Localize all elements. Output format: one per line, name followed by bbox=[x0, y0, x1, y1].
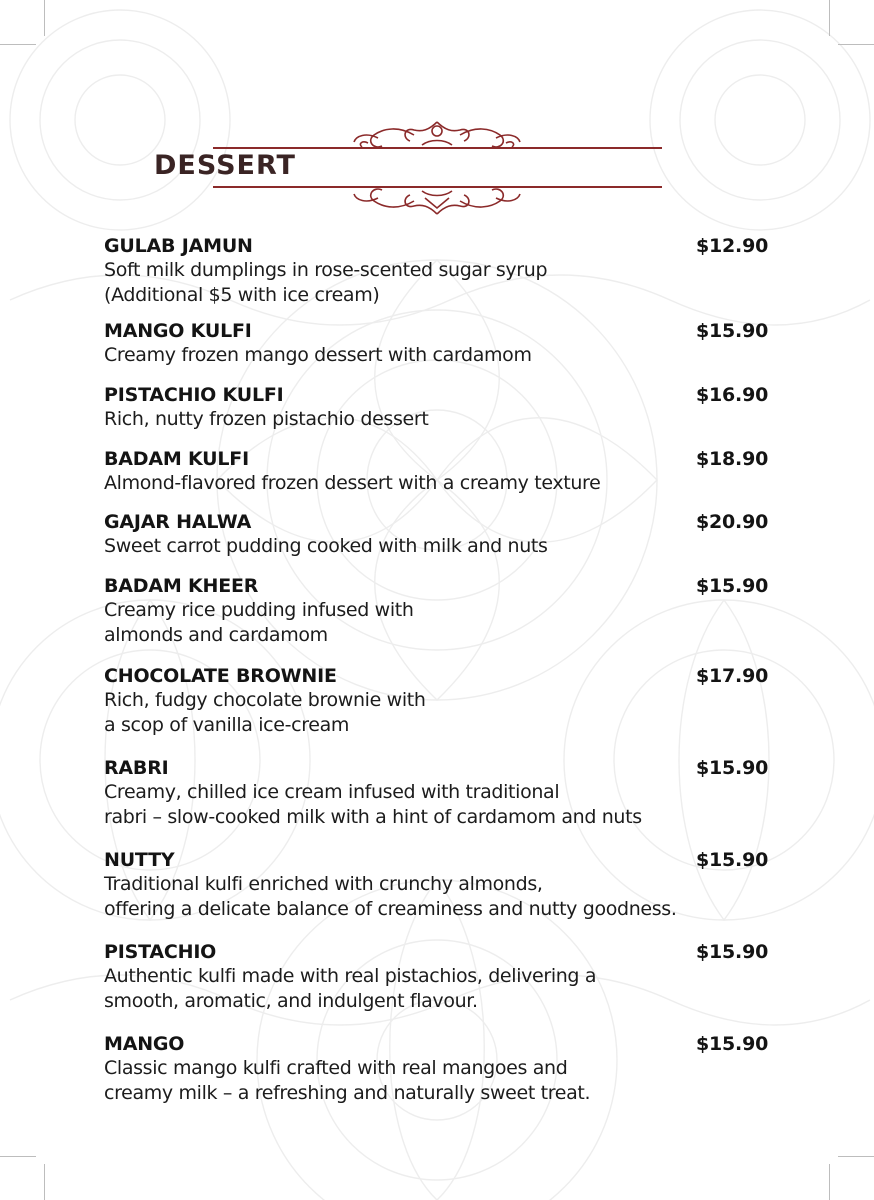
item-name: PISTACHIO KULFI bbox=[104, 384, 284, 406]
item-name: CHOCOLATE BROWNIE bbox=[104, 665, 337, 687]
item-price: $15.90 bbox=[696, 757, 769, 779]
item-price: $15.90 bbox=[696, 1033, 769, 1055]
item-price: $20.90 bbox=[696, 511, 769, 533]
crop-mark bbox=[829, 1164, 830, 1200]
item-price: $15.90 bbox=[696, 941, 769, 963]
item-price: $18.90 bbox=[696, 448, 769, 470]
menu-item bbox=[104, 383, 784, 432]
item-price: $15.90 bbox=[696, 575, 769, 597]
item-description: Classic mango kulfi crafted with real mangoes and bbox=[104, 1057, 568, 1079]
menu-item bbox=[104, 447, 784, 496]
menu-item bbox=[104, 510, 784, 559]
menu-item bbox=[104, 756, 784, 830]
item-name: BADAM KHEER bbox=[104, 575, 259, 597]
menu-item bbox=[104, 664, 784, 738]
item-price: $15.90 bbox=[696, 849, 769, 871]
item-name: MANGO KULFI bbox=[104, 320, 252, 342]
section-header bbox=[0, 0, 874, 240]
item-name: BADAM KULFI bbox=[104, 448, 249, 470]
ornament-flourish-icon bbox=[0, 0, 874, 240]
item-name: MANGO bbox=[104, 1033, 185, 1055]
menu-item bbox=[104, 1032, 784, 1106]
item-description: Creamy rice pudding infused with bbox=[104, 599, 414, 621]
menu-item bbox=[104, 574, 784, 648]
item-price: $12.90 bbox=[696, 235, 769, 257]
item-description: Sweet carrot pudding cooked with milk and nuts bbox=[104, 535, 548, 557]
item-name: PISTACHIO bbox=[104, 941, 217, 963]
crop-mark bbox=[44, 1164, 45, 1200]
item-description: Traditional kulfi enriched with crunchy almonds, bbox=[104, 873, 543, 895]
menu-item bbox=[104, 234, 784, 308]
item-name: GULAB JAMUN bbox=[104, 235, 253, 257]
item-description: Creamy, chilled ice cream infused with traditional bbox=[104, 781, 560, 803]
item-description: Almond-flavored frozen dessert with a creamy texture bbox=[104, 472, 601, 494]
item-price: $16.90 bbox=[696, 384, 769, 406]
item-description: offering a delicate balance of creaminess and nutty goodness. bbox=[104, 898, 677, 920]
item-name: NUTTY bbox=[104, 849, 175, 871]
crop-mark bbox=[838, 1156, 874, 1157]
item-description: rabri – slow-cooked milk with a hint of cardamom and nuts bbox=[104, 806, 642, 828]
menu-item bbox=[104, 319, 784, 368]
item-name: RABRI bbox=[104, 757, 169, 779]
menu-item bbox=[104, 940, 784, 1014]
item-description: almonds and cardamom bbox=[104, 624, 328, 646]
item-description: creamy milk – a refreshing and naturally sweet treat. bbox=[104, 1082, 591, 1104]
item-description: a scop of vanilla ice-cream bbox=[104, 714, 350, 736]
item-description: (Additional $5 with ice cream) bbox=[104, 284, 380, 306]
crop-mark bbox=[0, 1156, 36, 1157]
item-description: Rich, fudgy chocolate brownie with bbox=[104, 689, 426, 711]
item-description: Soft milk dumplings in rose-scented sugar syrup bbox=[104, 259, 548, 281]
item-price: $15.90 bbox=[696, 320, 769, 342]
item-name: GAJAR HALWA bbox=[104, 511, 252, 533]
item-description: Creamy frozen mango dessert with cardamom bbox=[104, 344, 532, 366]
item-price: $17.90 bbox=[696, 665, 769, 687]
item-description: Authentic kulfi made with real pistachios, delivering a bbox=[104, 965, 597, 987]
menu-item bbox=[104, 848, 784, 922]
item-description: Rich, nutty frozen pistachio dessert bbox=[104, 408, 429, 430]
page-title: DESSERT bbox=[154, 150, 296, 181]
item-description: smooth, aromatic, and indulgent flavour. bbox=[104, 990, 478, 1012]
